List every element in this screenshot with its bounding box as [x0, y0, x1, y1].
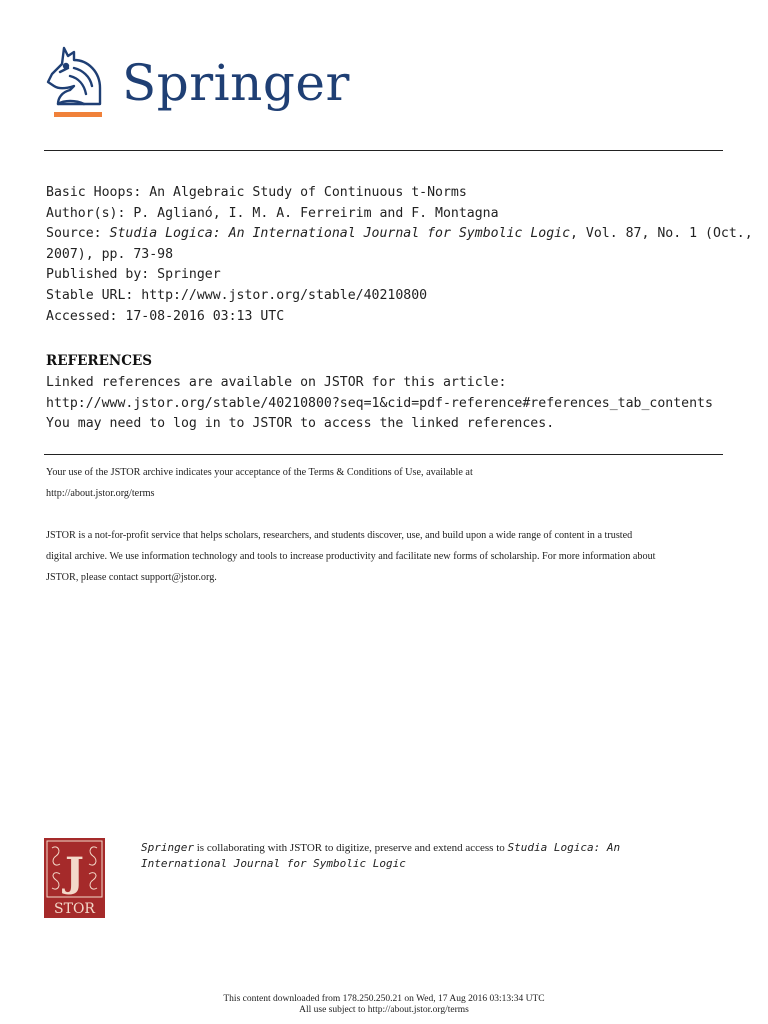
collaboration-note — [141, 840, 661, 872]
knight-horse-icon — [44, 42, 114, 112]
source-suffix: , Vol. 87, No. 1 (Oct., — [570, 226, 753, 242]
article-source-pages: 2007), pp. 73-98 — [46, 246, 174, 262]
citation-block — [46, 183, 753, 327]
article-title: Basic Hoops: An Algebraic Study of Continuous t-Norms — [46, 185, 467, 200]
jstor-description-2: digital archive. We use information technology and tools to increase productivity and facilitate new forms of scholarship. For more information about — [46, 551, 656, 562]
collab-journal-2: International Journal for Symbolic Logic — [141, 857, 406, 870]
middle-divider — [44, 454, 723, 455]
references-link[interactable]: http://www.jstor.org/stable/40210800?seq=1&cid=pdf-reference#references_tab_contents — [46, 395, 713, 411]
terms-link[interactable]: http://about.jstor.org/terms — [46, 488, 155, 499]
terms-line: Your use of the JSTOR archive indicates your acceptance of the Terms & Conditions of Use, available at — [46, 467, 473, 478]
jstor-logo — [44, 838, 105, 918]
collab-text: is collaborating with JSTOR to digitize, preserve and extend access to — [193, 842, 508, 854]
source-journal: Studia Logica: An International Journal for Symbolic Logic — [109, 226, 571, 242]
article-publisher: Published by: Springer — [46, 267, 221, 283]
article-source — [46, 224, 753, 245]
source-prefix: Source: — [46, 226, 110, 242]
jstor-description-3: JSTOR, please contact support@jstor.org. — [46, 572, 217, 583]
references-block — [46, 373, 746, 435]
stable-url[interactable]: Stable URL: http://www.jstor.org/stable/40210800 — [46, 287, 428, 303]
footer-terms-line: All use subject to http://about.jstor.org/terms — [299, 1005, 469, 1015]
springer-wordmark: Springer — [122, 54, 350, 112]
references-login-note: You may need to log in to JSTOR to access the linked references. — [46, 416, 555, 432]
collab-publisher: Springer — [141, 841, 194, 854]
top-divider — [44, 150, 723, 151]
svg-text:J: J — [65, 849, 84, 896]
springer-logo — [44, 42, 350, 122]
terms-block — [46, 462, 736, 588]
references-intro: Linked references are available on JSTOR for this article: — [46, 375, 507, 390]
references-heading: REFERENCES — [46, 353, 153, 369]
logo-accent-bar — [54, 112, 102, 117]
jstor-logo-text: STOR — [54, 901, 95, 917]
jstor-description-1: JSTOR is a not-for-profit service that helps scholars, researchers, and students discover, use, and build upon a wide range of content in a trusted — [46, 530, 633, 541]
article-authors: Author(s): P. Aglianó, I. M. A. Ferreirim and F. Montagna — [46, 205, 499, 221]
jstor-seal-icon — [44, 838, 105, 918]
collab-journal-1: Studia Logica: An — [507, 841, 621, 854]
terms-spacer — [46, 504, 736, 525]
download-footer — [0, 994, 768, 1016]
footer-download-line: This content downloaded from 178.250.250.21 on Wed, 17 Aug 2016 03:13:34 UTC — [223, 994, 545, 1004]
accessed-date: Accessed: 17-08-2016 03:13 UTC — [46, 308, 285, 324]
